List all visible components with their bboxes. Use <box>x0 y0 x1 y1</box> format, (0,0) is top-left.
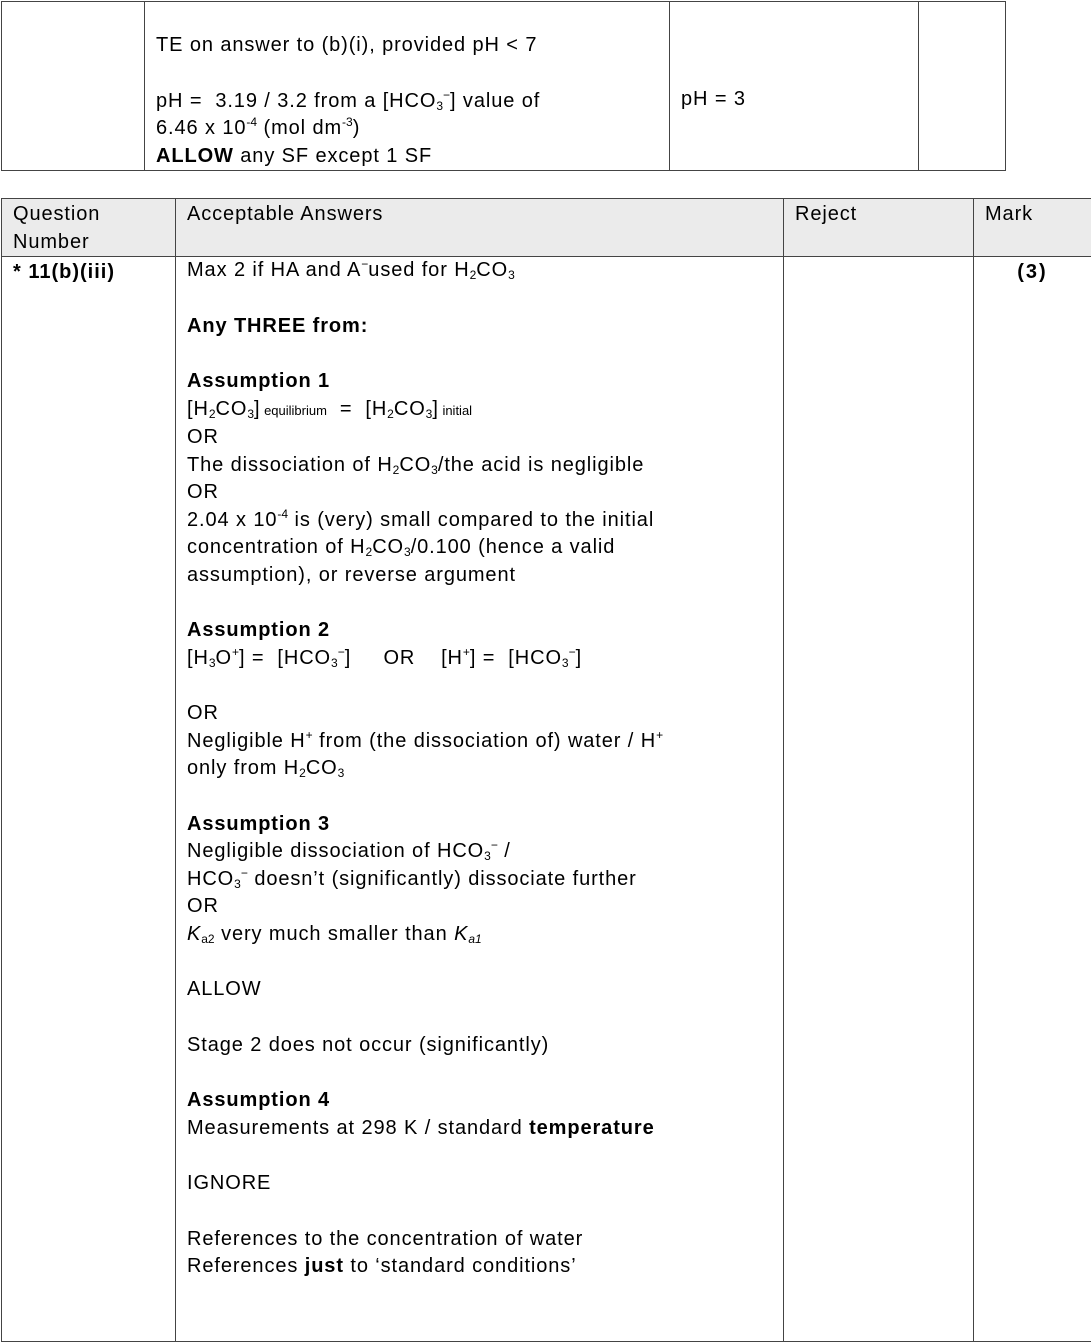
text-run: a1 <box>468 931 482 946</box>
answer-line <box>187 728 772 756</box>
text-run: -4 <box>277 506 289 521</box>
text-run: 3 <box>484 849 491 863</box>
blank-line <box>187 1004 772 1032</box>
text-run: 3 <box>561 655 569 670</box>
text-run: used for H <box>368 259 470 281</box>
text-run: Max 2 if HA and A <box>187 259 362 281</box>
text-run: -3 <box>342 115 353 129</box>
text-run: Assumption 1 <box>187 370 331 392</box>
answer-line <box>187 1087 772 1115</box>
text-run: − <box>568 644 576 659</box>
text-run: = [H <box>326 397 388 420</box>
text-run: ] <box>432 397 439 420</box>
text-run: [H <box>187 397 209 420</box>
text-run: ALLOW <box>156 144 234 167</box>
header-reject: Reject <box>784 199 974 257</box>
text-run: − <box>240 865 248 880</box>
text-run: Any THREE from: <box>187 314 369 337</box>
answer-line <box>187 534 772 562</box>
header-mark: Mark <box>974 199 1091 257</box>
answer-line <box>187 921 772 949</box>
text-run: 2 <box>365 545 373 559</box>
text-run: 3 <box>337 766 345 780</box>
mark-cell <box>919 2 1006 171</box>
mark-scheme-table <box>1 198 1091 1342</box>
text-run: CO <box>215 397 248 420</box>
text-run: [H <box>187 646 209 669</box>
text-run: assumption), or reverse argument <box>187 563 516 586</box>
text-run: 2.04 x 10 <box>187 508 278 531</box>
text-run: CO <box>305 757 338 779</box>
text-run: just <box>304 1255 344 1277</box>
text-run: / <box>497 840 511 862</box>
text-run: ] <box>254 397 261 420</box>
text-run: Assumption 2 <box>187 619 331 641</box>
text-run: pH = 3.19 / 3.2 from a [HCO <box>156 89 437 112</box>
blank-line <box>187 589 772 617</box>
text-run: 3 <box>431 462 438 477</box>
blank-line <box>187 1198 772 1226</box>
answer-line <box>187 1253 772 1281</box>
text-run: OR <box>187 481 219 503</box>
previous-answer-table <box>1 1 1006 171</box>
text-run: ] value of <box>450 89 541 112</box>
text-run: very much smaller than <box>214 922 455 945</box>
text-run: The dissociation of H <box>187 453 393 476</box>
text-run: OR <box>187 702 219 724</box>
answer-line <box>187 479 772 507</box>
text-run: − <box>361 257 369 271</box>
text-run: + <box>656 727 664 742</box>
text-run: from (the dissociation of) water / H <box>312 729 657 752</box>
text-run: 2 <box>392 462 400 477</box>
text-run: 3 <box>247 406 254 421</box>
answer-line <box>187 257 772 285</box>
answer-line <box>187 811 772 839</box>
text-run: ALLOW <box>187 978 262 1000</box>
acceptable-answers <box>176 257 784 1342</box>
blank-line <box>187 783 772 811</box>
text-run: Negligible dissociation of HCO <box>187 840 485 862</box>
text-run: − <box>443 87 451 102</box>
answer-line <box>187 368 772 396</box>
text-run: 2 <box>299 766 306 780</box>
text-run: temperature <box>529 1116 655 1139</box>
text-run: ] OR [H <box>344 646 463 669</box>
question-number-cell <box>2 2 145 171</box>
text-run: HCO <box>187 867 235 890</box>
text-run: + <box>231 644 239 659</box>
text-run: ] <box>575 646 583 669</box>
question-number: * 11(b)(iii) <box>2 257 176 1342</box>
text-run: − <box>337 644 345 659</box>
text-run: K <box>187 922 202 945</box>
text-run: to ‘standard conditions’ <box>343 1255 577 1277</box>
answer-line <box>156 88 658 116</box>
text-run: References <box>187 1255 305 1277</box>
blank-line <box>187 948 772 976</box>
answer-line <box>156 143 658 171</box>
blank-line <box>187 1142 772 1170</box>
blank-line <box>187 672 772 700</box>
answer-line <box>156 32 658 60</box>
text-run: is (very) small compared to the initial <box>288 508 655 531</box>
header-acceptable-answers: Acceptable Answers <box>176 199 784 257</box>
blank-line <box>187 340 772 368</box>
text-run: initial <box>438 402 473 418</box>
text-run: Assumption 3 <box>187 812 331 835</box>
text-run: concentration of H <box>187 536 366 558</box>
text-run: + <box>305 727 313 742</box>
answer-line <box>187 1115 772 1143</box>
reject-cell: pH = 3 <box>670 2 919 171</box>
blank-line <box>187 1059 772 1087</box>
reject <box>784 257 974 1342</box>
text-run: K <box>454 922 469 945</box>
table-row <box>2 2 1006 171</box>
answer-line <box>187 452 772 480</box>
acceptable-answers-cell <box>145 2 670 171</box>
answer-line <box>187 1032 772 1060</box>
text-run: -4 <box>246 115 258 129</box>
text-run: Assumption 4 <box>187 1089 331 1111</box>
text-run: OR <box>187 426 219 448</box>
blank-line <box>156 60 658 88</box>
answer-line <box>187 424 772 452</box>
text-run: equilibrium <box>260 402 327 418</box>
text-run: References to the concentration of water <box>187 1227 584 1250</box>
answer-line <box>187 976 772 1004</box>
text-run: CO <box>372 536 405 558</box>
answer-line <box>187 838 772 866</box>
text-run: CO <box>476 259 509 281</box>
text-run: Negligible H <box>187 729 306 752</box>
answer-line <box>187 755 772 783</box>
text-run: 2 <box>469 268 477 282</box>
answer-line <box>187 507 772 535</box>
text-run: ] = [HCO <box>238 646 331 669</box>
answer-line <box>156 115 658 143</box>
blank-line <box>187 285 772 313</box>
text-run: CO <box>399 453 432 476</box>
text-run: 3 <box>425 406 433 421</box>
text-run: 3 <box>234 876 241 891</box>
answer-lines <box>187 257 772 1281</box>
text-run: 6.46 x 10 <box>156 117 247 139</box>
text-run: 3 <box>508 268 515 282</box>
text-run: Measurements at 298 K / standard <box>187 1116 530 1139</box>
text-run: (mol dm <box>257 117 343 139</box>
answer-line <box>187 893 772 921</box>
table-row <box>2 257 1091 1342</box>
answer-line <box>187 1226 772 1254</box>
text-run: 3 <box>436 98 443 113</box>
text-run: + <box>462 644 470 659</box>
mark-value: (3) <box>974 257 1091 1342</box>
answer-line <box>187 313 772 341</box>
answer-line <box>187 866 772 894</box>
answer-lines <box>156 32 658 170</box>
text-run: only from H <box>187 757 300 779</box>
text-run: any SF except 1 SF <box>233 144 433 167</box>
text-run: TE on answer to (b)(i), provided pH < 7 <box>156 34 538 56</box>
text-run: CO <box>393 397 426 420</box>
answer-line <box>187 562 772 590</box>
text-run: 3 <box>404 545 411 559</box>
text-run: a2 <box>201 931 215 946</box>
header-question-number: Question Number <box>2 199 176 257</box>
text-run: Stage 2 does not occur (significantly) <box>187 1033 550 1056</box>
text-run: doesn’t (significantly) dissociate further <box>247 867 637 890</box>
answer-line <box>187 1170 772 1198</box>
table-header-row <box>2 199 1091 257</box>
text-run: ) <box>352 117 361 139</box>
text-run: ] = [HCO <box>469 646 562 669</box>
answer-line <box>187 396 772 425</box>
text-run: IGNORE <box>187 1172 272 1194</box>
answer-line <box>187 645 772 673</box>
text-run: 2 <box>208 406 216 421</box>
text-run: O <box>215 646 232 669</box>
text-run: 3 <box>331 655 338 670</box>
answer-line <box>187 700 772 728</box>
answer-line <box>187 617 772 645</box>
text-run: − <box>490 838 498 852</box>
text-run: /the acid is negligible <box>437 453 645 476</box>
text-run: 3 <box>208 655 216 670</box>
text-run: 2 <box>387 406 394 421</box>
text-run: /0.100 (hence a valid <box>410 536 616 558</box>
text-run: OR <box>187 895 219 917</box>
